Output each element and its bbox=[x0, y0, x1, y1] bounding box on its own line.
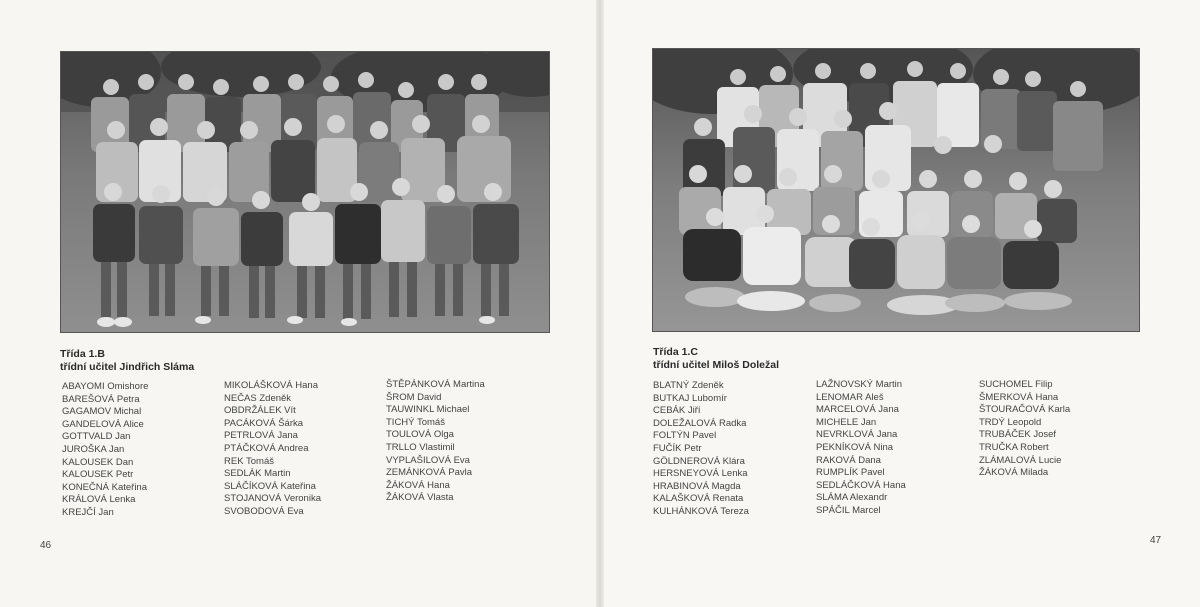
student-name: FUČÍK Petr bbox=[653, 442, 702, 454]
student-name: GAGAMOV Michal bbox=[62, 406, 142, 418]
student-name: RAKOVÁ Dana bbox=[816, 454, 881, 466]
student-name: OBDRŽÁLEK Vít bbox=[224, 405, 296, 417]
student-name: KALOUSEK Dan bbox=[62, 456, 134, 468]
student-name: TRDÝ Leopold bbox=[979, 416, 1042, 428]
class-photo-1c bbox=[652, 48, 1140, 332]
class-title-1b: Třída 1.B bbox=[60, 348, 105, 360]
student-list-1b-col-2 bbox=[224, 380, 321, 519]
student-list-1c-col-2 bbox=[816, 379, 906, 518]
student-name: MIKOLÁŠKOVÁ Hana bbox=[224, 380, 318, 391]
student-name: ŽÁKOVÁ Hana bbox=[386, 479, 450, 491]
student-name: NEVRKLOVÁ Jana bbox=[816, 429, 898, 441]
student-name: PEKNÍKOVÁ Nina bbox=[816, 441, 894, 453]
student-name: PACÁKOVÁ Šárka bbox=[224, 417, 304, 429]
student-name: ZEMÁNKOVÁ Pavla bbox=[386, 467, 473, 479]
student-name: BAREŠOVÁ Petra bbox=[62, 393, 140, 405]
student-name: TAUWINKL Michael bbox=[386, 404, 470, 416]
student-name: NEČAS Zdeněk bbox=[224, 392, 292, 404]
student-name: SEDLÁČKOVÁ Hana bbox=[816, 479, 906, 491]
student-name: ŽÁKOVÁ Milada bbox=[979, 467, 1049, 479]
student-name: BLATNÝ Zdeněk bbox=[653, 380, 724, 391]
class-photo-1b bbox=[60, 51, 550, 333]
student-name: RUMPLÍK Pavel bbox=[816, 467, 885, 479]
teacher-1b: třídní učitel Jindřich Sláma bbox=[60, 361, 195, 373]
student-name: PTÁČKOVÁ Andrea bbox=[224, 442, 309, 454]
student-name: TRUBÁČEK Josef bbox=[979, 429, 1057, 441]
student-name: VYPLAŠILOVÁ Eva bbox=[386, 454, 470, 466]
student-name: KONEČNÁ Kateřina bbox=[62, 481, 148, 493]
student-name: REK Tomáš bbox=[224, 455, 274, 467]
student-name: GÖLDNEROVÁ Klára bbox=[653, 455, 745, 467]
class-photo-1b-image bbox=[61, 52, 549, 332]
student-name: HRABINOVÁ Magda bbox=[653, 480, 741, 492]
student-name: ŠTOURAČOVÁ Karla bbox=[979, 404, 1071, 416]
student-name: SLÁMA Alexandr bbox=[816, 492, 888, 504]
page-number-right: 47 bbox=[1150, 535, 1162, 546]
page-number-left: 46 bbox=[40, 540, 52, 551]
student-name: PETRLOVÁ Jana bbox=[224, 430, 298, 442]
student-name: TRUČKA Robert bbox=[979, 441, 1049, 453]
student-list-1c-col-1 bbox=[653, 380, 749, 519]
class-title-1c: Třída 1.C bbox=[653, 346, 698, 358]
book-gutter bbox=[596, 0, 604, 607]
student-name: DOLEŽALOVÁ Radka bbox=[653, 417, 747, 429]
student-name: FOLTÝN Pavel bbox=[653, 430, 717, 442]
student-name: TICHÝ Tomáš bbox=[386, 416, 445, 428]
student-list-1c-col-3 bbox=[979, 379, 1070, 480]
student-name: ŽÁKOVÁ Vlasta bbox=[386, 492, 454, 504]
student-name: GOTTVALD Jan bbox=[62, 431, 131, 443]
student-name: KALOUSEK Petr bbox=[62, 469, 134, 481]
student-name: LENOMAR Aleš bbox=[816, 391, 884, 403]
student-name: HERSNEYOVÁ Lenka bbox=[653, 468, 748, 480]
student-name: KREJČÍ Jan bbox=[62, 506, 114, 518]
student-name: SPÁČIL Marcel bbox=[816, 504, 881, 516]
student-name: KRÁLOVÁ Lenka bbox=[62, 494, 136, 506]
teacher-1c: třídní učitel Miloš Doležal bbox=[653, 359, 780, 371]
student-name: GANDELOVÁ Alice bbox=[62, 418, 144, 430]
student-name: LAŽNOVSKÝ Martin bbox=[816, 379, 903, 390]
student-name: JUROŠKA Jan bbox=[62, 443, 125, 455]
student-list-1b-col-3 bbox=[386, 379, 485, 505]
student-name: BUTKAJ Lubomír bbox=[653, 392, 727, 404]
student-name: ŠTĚPÁNKOVÁ Martina bbox=[386, 379, 485, 390]
student-name: CEBÁK Jiří bbox=[653, 405, 701, 417]
student-name: SVOBODOVÁ Eva bbox=[224, 505, 304, 517]
student-name: ZLÁMALOVÁ Lucie bbox=[979, 454, 1062, 466]
student-name: MARCELOVÁ Jana bbox=[816, 404, 899, 416]
student-name: KULHÁNKOVÁ Tereza bbox=[653, 505, 749, 517]
student-name: STOJANOVÁ Veronika bbox=[224, 493, 321, 505]
student-name: KALAŠKOVÁ Renata bbox=[653, 493, 744, 505]
student-name: MICHELE Jan bbox=[816, 416, 877, 428]
student-name: SLÁČÍKOVÁ Kateřina bbox=[224, 480, 316, 492]
student-name: SUCHOMEL Filip bbox=[979, 379, 1053, 390]
student-list-1b-col-1 bbox=[62, 381, 148, 520]
student-name: TOULOVÁ Olga bbox=[386, 429, 454, 441]
student-name: ŠROM David bbox=[386, 391, 442, 403]
student-name: ABAYOMI Omishore bbox=[62, 381, 149, 392]
student-name: SEDLÁK Martin bbox=[224, 468, 291, 480]
class-photo-1c-image bbox=[653, 49, 1139, 331]
student-name: ŠMERKOVÁ Hana bbox=[979, 391, 1059, 403]
student-name: TRLLO Vlastimil bbox=[386, 441, 455, 453]
